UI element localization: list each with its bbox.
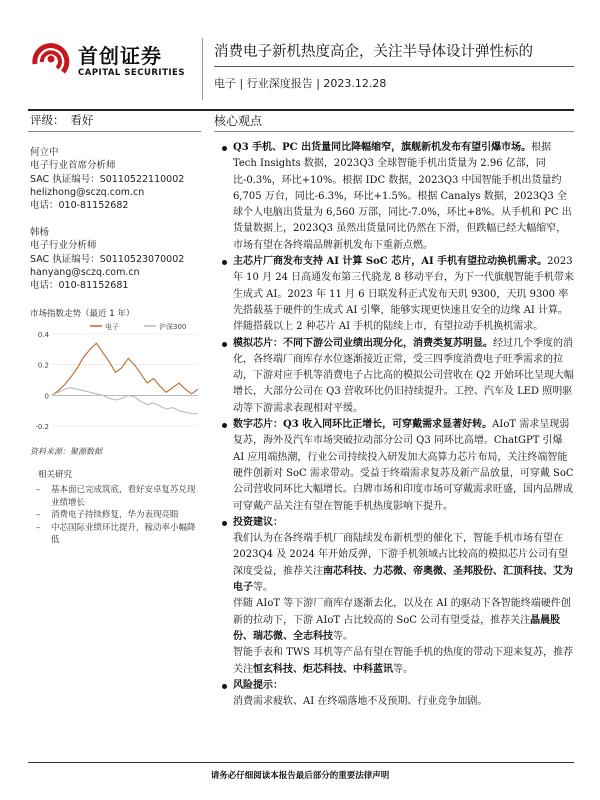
report-meta: 电子 | 行业深度报告 | 2023.12.28 bbox=[214, 77, 387, 90]
rating bbox=[30, 112, 94, 128]
analyst-role: 电子行业分析师 bbox=[30, 240, 97, 252]
core-point-body: 根据 Tech Insights 数据，2023Q3 全球智能手机出货量为 2.96 亿部，同比-0.3%，环比+10%。根据 IDC 数据，2023Q3 中国智能手机出货量约 6,705 万台，同比-6.3%，环比+1.5%。根据 Canalys 数据，2023Q3 全球个人电脑出货量为 6,560 万部，同比-7.0%，环比+8%。从手机和 PC 出货量数据上，2023Q3 虽然出货量同比仍然在下滑，但跌幅已经大幅缩窄，市场有望在各终端品牌新机发布下重新点燃。 bbox=[233, 142, 572, 251]
invest-stocks: 晶晨股份、瑞芯微、全志科技 bbox=[233, 614, 561, 642]
analyst-sac: SAC 执证编号：S0110522110002 bbox=[30, 173, 185, 185]
analyst-sac: SAC 执证编号：S0110523070002 bbox=[30, 253, 185, 265]
core-point bbox=[214, 140, 576, 254]
rating-underline bbox=[28, 131, 201, 132]
logo-text-en: CAPITAL SECURITIES bbox=[78, 68, 185, 78]
core-point-body: 2023 年 10 月 24 日高通发布第三代骁龙 8 移动平台，为下一代旗舰智能手机带来生成式 AI。2023 年 11 月 6 日联发科正式发布天玑 9300，天玑 9300 率先搭载基于硬件的生成式 AI 引擎，能够实现更快速且安全的边缘 AI 计算。伴随搭载以上 2 种芯片 AI 手机的陆续上市，有望拉动手机换机需求。 bbox=[233, 256, 574, 333]
invest-paragraph bbox=[214, 531, 576, 596]
core-title: 核心观点 bbox=[214, 114, 263, 128]
analyst-role: 电子行业首席分析师 bbox=[30, 160, 116, 172]
section-divider bbox=[28, 109, 574, 111]
related-title: 相关研究 bbox=[38, 470, 73, 480]
risk-body: 消费需求疲软、AI 在终端落地不及预期、行业竞争加剧。 bbox=[233, 696, 488, 708]
related-item[interactable]: – 消费电子持续修复，华为表现亮眼 bbox=[30, 509, 202, 522]
analyst-card bbox=[30, 226, 205, 292]
report-title: 消费电子新机热度高企，关注半导体设计弹性标的 bbox=[214, 44, 533, 60]
market-chart-svg bbox=[30, 320, 202, 440]
analyst-card bbox=[30, 146, 205, 212]
market-chart bbox=[30, 320, 202, 440]
footer-divider bbox=[28, 762, 574, 763]
core-points bbox=[214, 140, 576, 710]
core-point-head: 数字芯片：Q3 收入同环比正增长，可穿戴需求显著好转。 bbox=[233, 419, 493, 431]
core-point-head: Q3 手机、PC 出货量同比降幅缩窄，旗舰新机发布有望引爆市场。 bbox=[233, 142, 532, 153]
related-item[interactable]: – 基本面已完成筑底，看好安卓复苏兑现业绩增长 bbox=[30, 484, 202, 509]
analyst-phone: 电话：010-81152681 bbox=[30, 280, 129, 292]
market-chart-title: 市场指数走势（最近 1 年） bbox=[30, 309, 135, 319]
invest-text: 等。 bbox=[253, 582, 273, 594]
invest-advice bbox=[214, 515, 576, 531]
invest-text: 等。 bbox=[393, 663, 413, 675]
related-list bbox=[30, 484, 202, 547]
brand-logo bbox=[30, 38, 220, 88]
analyst-phone: 电话：010-81152682 bbox=[30, 200, 129, 212]
core-point-body: AIoT 需求呈现弱复苏，海外及汽车市场突破拉动部分公司 Q3 同环比高增。ChatGPT 引爆 AI 应用端热潮，行业公司持续投入研发加大高算力芯片布局，关注终端智能硬件创新对 SoC 需求带动。受益于终端需求复苏及新产品放量，可穿戴 SoC 公司营收同环比大幅增长。白牌市场和印度市场可穿戴需求旺盛，国内品牌成可穿戴产品关注有望在智能手机热度影响下提升。 bbox=[233, 419, 574, 512]
invest-text: 智能手表和 TWS 耳机等产品有望在智能手机的热度的带动下迎来复苏，推荐关注 bbox=[233, 647, 574, 675]
related-research bbox=[30, 468, 202, 547]
series-line-electronics bbox=[52, 343, 198, 395]
analyst-name: 韩杨 bbox=[30, 227, 50, 238]
analyst-email[interactable]: helizhong@sczq.com.cn bbox=[30, 186, 145, 198]
y-tick-label: -0.2 bbox=[35, 423, 49, 431]
risk-warning bbox=[214, 678, 576, 694]
footer-disclaimer: 请务必仔细阅读本报告最后部分的重要法律声明 bbox=[210, 771, 390, 781]
analyst-name: 何立中 bbox=[30, 147, 59, 158]
report-header bbox=[0, 0, 600, 110]
core-point bbox=[214, 336, 576, 417]
series-line-csi300 bbox=[52, 388, 198, 414]
legend-label: 沪深300 bbox=[159, 323, 187, 331]
core-point-head: 模拟芯片：不同下游公司业绩出现分化，消费类复苏明显。 bbox=[233, 337, 493, 349]
risk-head: 风险提示： bbox=[233, 679, 283, 691]
invest-stocks: 恒玄科技、炬芯科技、中科蓝讯 bbox=[253, 663, 393, 675]
y-tick-label: 0.4 bbox=[37, 331, 49, 339]
core-point bbox=[214, 254, 576, 335]
invest-paragraph bbox=[214, 596, 576, 645]
logo-mark-icon bbox=[30, 38, 72, 80]
invest-text: 伴随 AIoT 等下游厂商库存逐渐去化，以及在 AI 的驱动下各智能终端硬件创新的拉动下，下游 AIoT 占比较高的 SoC 公司有望受益，推荐关注 bbox=[233, 598, 571, 626]
invest-paragraph bbox=[214, 645, 576, 678]
invest-text: 我们认为在各终端手机厂商陆续发布新机型的催化下，智能手机市场有望在 2023Q4 及 2024 年开始反弹，下游手机领域占比较高的模拟芯片公司有望深度受益，推荐关注 bbox=[233, 533, 568, 577]
core-underline bbox=[214, 131, 574, 132]
legend-label: 电子 bbox=[105, 323, 119, 331]
core-point-head: 主芯片厂商发布支持 AI 计算 SoC 芯片，AI 手机有望拉动换机需求。 bbox=[233, 256, 548, 268]
rating-label: 评级： bbox=[30, 113, 65, 127]
invest-stocks: 南芯科技、力芯微、帝奥微、圣邦股份、汇顶科技、艾为电子 bbox=[233, 565, 573, 594]
y-tick-label: 0.2 bbox=[37, 361, 49, 370]
header-divider bbox=[202, 38, 203, 100]
invest-head: 投资建议： bbox=[233, 516, 283, 528]
chart-source: 资料来源：聚源数据 bbox=[30, 447, 102, 456]
rating-value: 看好 bbox=[70, 113, 94, 127]
core-point-body: 经过几个季度的消化，各终端厂商库存水位逐渐接近正常，受三四季度消费电子旺季需求的拉动，下游对应手机等消费电子占比高的模拟公司营收在 Q2 开始环比呈现大幅增长，大部分公司在 Q3 营收环比仍旧持续提升。工控、汽车及 LED 照明驱动等下游需求表现相对平缓。 bbox=[233, 337, 574, 414]
y-tick-label: 0 bbox=[44, 392, 49, 401]
related-item[interactable]: – 中芯国际业绩环比提升，稼动率小幅降低 bbox=[30, 522, 202, 547]
core-point bbox=[214, 417, 576, 515]
logo-text-cn: 首创证券 bbox=[78, 44, 162, 68]
title-underline bbox=[214, 66, 574, 67]
invest-text: 等。 bbox=[333, 630, 353, 642]
analyst-email[interactable]: hanyang@sczq.com.cn bbox=[30, 266, 140, 278]
